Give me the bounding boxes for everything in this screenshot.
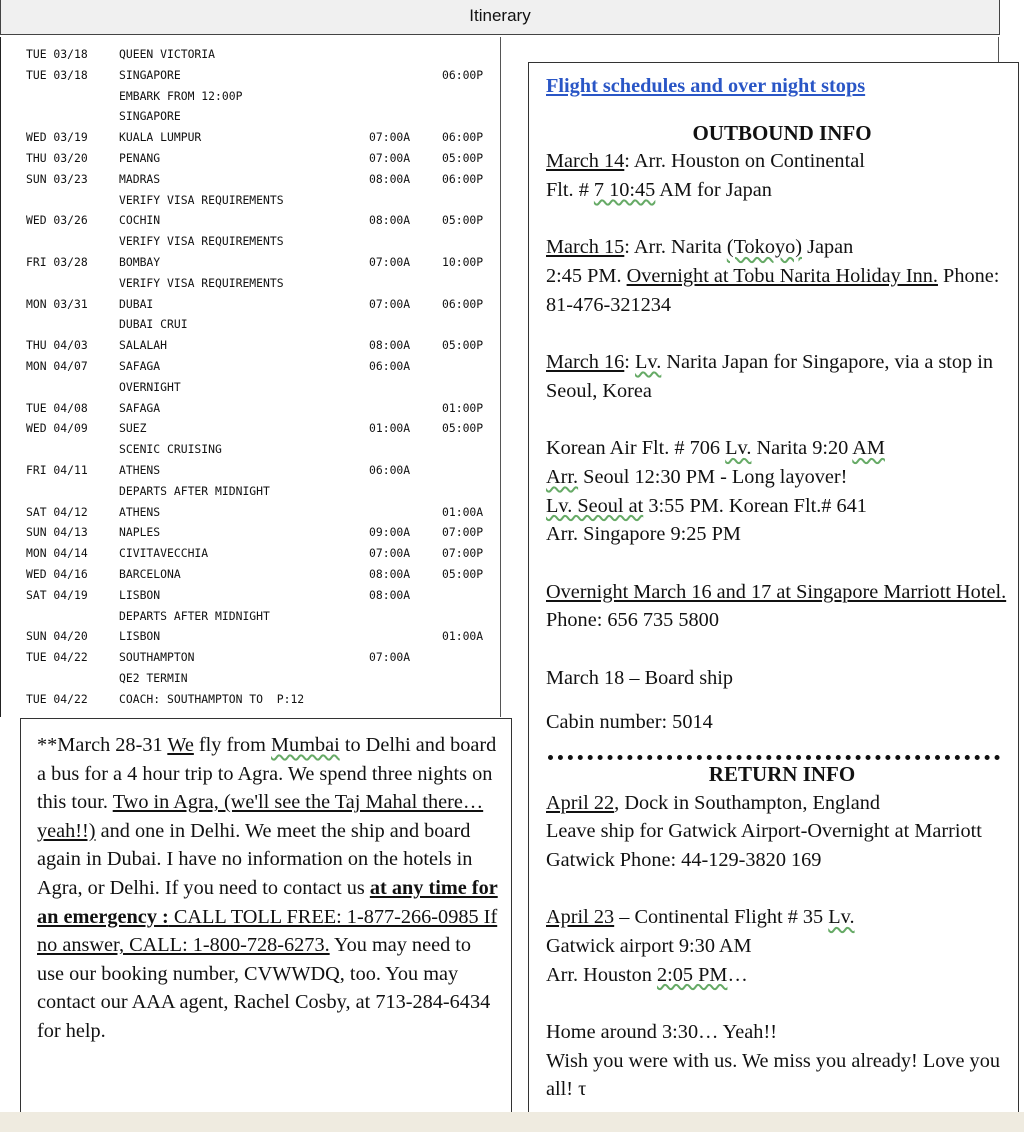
itinerary-port: BARCELONA	[119, 566, 181, 581]
emergency-text: at any time for an emergency :	[37, 876, 498, 928]
itinerary-row	[26, 127, 498, 148]
itinerary-date: MON 04/14	[26, 546, 88, 561]
itinerary-note: QE2 TERMIN	[119, 670, 188, 685]
date-text: March 15	[546, 236, 625, 259]
itinerary-port: SOUTHAMPTON	[119, 650, 195, 665]
bottom-band	[0, 1112, 1024, 1132]
left-border	[0, 37, 1, 717]
window-title: Itinerary	[469, 6, 531, 25]
itinerary-arrive: 08:00A	[369, 213, 411, 228]
hotel-text: Overnight March 16 and 17 at Singapore Marriott Hotel.	[546, 580, 1007, 603]
spacer	[546, 204, 1018, 233]
itinerary-note-row	[26, 314, 498, 335]
itinerary-port: MADRAS	[119, 171, 161, 186]
itinerary-note-row	[26, 439, 498, 460]
detail-text: Gatwick airport 9:30 AM	[546, 935, 752, 958]
itinerary-date: WED 04/16	[26, 566, 88, 581]
spacer	[546, 319, 1018, 348]
return-heading: RETURN INFO	[708, 762, 856, 787]
itinerary-port: ATHENS	[119, 462, 161, 477]
itinerary-row	[26, 65, 498, 86]
outbound-mar15	[546, 233, 1018, 319]
outbound-mar14	[546, 147, 1018, 204]
itinerary-row	[26, 689, 498, 710]
itinerary-note: DEPARTS AFTER MIDNIGHT	[119, 483, 270, 498]
itinerary-port: LISBON	[119, 629, 161, 644]
itinerary-depart: 10:00P	[442, 254, 484, 269]
itinerary-note-row	[26, 377, 498, 398]
spacer	[546, 405, 1018, 434]
itinerary-row	[26, 522, 498, 543]
itinerary-arrive: 07:00A	[369, 296, 411, 311]
detail-text: 2:05 PM	[656, 963, 728, 986]
itinerary-depart: 05:00P	[442, 213, 484, 228]
itinerary-row	[26, 564, 498, 585]
itinerary-port: COACH: SOUTHAMPTON TO P:12	[119, 691, 305, 706]
itinerary-port: BOMBAY	[119, 254, 161, 269]
detail-text: 3:55 PM. Korean Flt.# 641	[643, 494, 867, 517]
itinerary-port: DUBAI	[119, 296, 154, 311]
note-text: You may need to use our booking number, CVWWDQ, too. You may contact our AAA agent, Rachel Cosby, at 713-284-6434 for help.	[37, 934, 491, 1042]
note-text: and one in Delhi. We meet the ship and board again in Dubai. I have no information on the hotels in Agra, or Delhi. If you need to contact us	[37, 819, 473, 899]
itinerary-note: VERIFY VISA REQUIREMENTS	[119, 192, 284, 207]
detail-text: 7 10:45	[593, 178, 656, 201]
itinerary-port: ATHENS	[119, 504, 161, 519]
itinerary-port: PENANG	[119, 150, 161, 165]
itinerary-arrive: 08:00A	[369, 587, 411, 602]
itinerary-depart: 06:00P	[442, 130, 484, 145]
note-text: fly from	[193, 734, 272, 756]
itinerary-port: SINGAPORE	[119, 67, 181, 82]
spacer	[546, 693, 1018, 708]
itinerary-depart: 07:00P	[442, 546, 484, 561]
outbound-heading: OUTBOUND INFO	[692, 120, 872, 145]
itinerary-port: SAFAGA	[119, 400, 161, 415]
detail-text: : Arr. Narita	[624, 236, 727, 259]
itinerary-arrive: 08:00A	[369, 566, 411, 581]
itinerary-port: SALALAH	[119, 338, 168, 353]
itinerary-port: LISBON	[119, 587, 161, 602]
detail-text: : Arr. Houston on Continental	[624, 150, 865, 173]
itinerary-table	[26, 44, 498, 710]
detail-text: – Continental Flight # 35	[614, 906, 829, 929]
itinerary-port: SUEZ	[119, 421, 147, 436]
itinerary-note-row	[26, 668, 498, 689]
itinerary-depart: 05:00P	[442, 566, 484, 581]
itinerary-date: WED 03/19	[26, 130, 88, 145]
itinerary-date: SUN 04/20	[26, 629, 88, 644]
note-text: to Delhi and board a bus for a 4 hour trip to Agra. We spend three nights on this tour.	[37, 734, 497, 814]
itinerary-arrive: 07:00A	[369, 130, 411, 145]
itinerary-depart: 06:00P	[442, 296, 484, 311]
itinerary-divider	[500, 37, 501, 717]
itinerary-depart: 01:00A	[442, 504, 484, 519]
itinerary-row	[26, 585, 498, 606]
itinerary-note: EMBARK FROM 12:00P	[119, 88, 243, 103]
itinerary-row	[26, 252, 498, 273]
itinerary-depart: 05:00P	[442, 421, 484, 436]
detail-text: Seoul 12:30 PM - Long layover!	[578, 465, 848, 488]
itinerary-row	[26, 210, 498, 231]
detail-text: Phone: 81-476-321234	[546, 264, 1000, 316]
detail-text: Flt. #	[546, 178, 594, 201]
itinerary-note: VERIFY VISA REQUIREMENTS	[119, 275, 284, 290]
outbound-korean-air	[546, 434, 1018, 548]
date-text: April 23	[546, 906, 615, 929]
date-text: April 22	[546, 791, 615, 814]
itinerary-arrive: 08:00A	[369, 171, 411, 186]
cabin-number: Cabin number: 5014	[546, 710, 713, 733]
itinerary-arrive: 07:00A	[369, 150, 411, 165]
note-text: Mumbai	[271, 734, 340, 756]
itinerary-row	[26, 335, 498, 356]
itinerary-date: MON 04/07	[26, 358, 88, 373]
note-text: **March 28-31	[37, 734, 168, 756]
board-ship: March 18 – Board ship	[546, 666, 734, 689]
itinerary-note: DEPARTS AFTER MIDNIGHT	[119, 608, 270, 623]
itinerary-date: WED 04/09	[26, 421, 88, 436]
itinerary-depart: 01:00P	[442, 400, 484, 415]
detail-text: Leave ship for Gatwick Airport-Overnight at Marriott Gatwick Phone: 44-129-3820 169	[546, 820, 982, 871]
detail-text: Arr. Houston	[546, 963, 657, 986]
india-tour-note	[20, 718, 512, 1120]
detail-text: Japan	[802, 236, 854, 259]
itinerary-depart: 06:00P	[442, 171, 484, 186]
detail-text: Narita 9:20	[751, 437, 853, 460]
itinerary-note-row	[26, 190, 498, 211]
itinerary-row	[26, 44, 498, 65]
spacer	[546, 989, 1018, 1018]
itinerary-row	[26, 356, 498, 377]
date-text: March 16	[546, 351, 625, 374]
return-apr22	[546, 789, 1018, 875]
itinerary-arrive: 07:00A	[369, 546, 411, 561]
itinerary-date: SUN 03/23	[26, 171, 88, 186]
itinerary-row	[26, 647, 498, 668]
itinerary-note-row	[26, 273, 498, 294]
detail-text: Lv.	[725, 437, 752, 460]
itinerary-date: TUE 04/22	[26, 691, 88, 706]
itinerary-date: THU 03/20	[26, 150, 88, 165]
itinerary-arrive: 08:00A	[369, 338, 411, 353]
detail-text: Home around 3:30… Yeah!!	[546, 1021, 777, 1044]
itinerary-note: SINGAPORE	[119, 109, 181, 124]
itinerary-row	[26, 294, 498, 315]
itinerary-note: VERIFY VISA REQUIREMENTS	[119, 234, 284, 249]
spacer	[546, 635, 1018, 664]
spacer	[546, 874, 1018, 903]
itinerary-note: DUBAI CRUI	[119, 317, 188, 332]
itinerary-arrive: 06:00A	[369, 462, 411, 477]
flight-schedules-link[interactable]: Flight schedules and over night stops	[546, 75, 866, 97]
itinerary-arrive: 07:00A	[369, 650, 411, 665]
detail-text: , Dock in Southampton, England	[614, 791, 881, 814]
itinerary-arrive: 09:00A	[369, 525, 411, 540]
itinerary-depart: 01:00A	[442, 629, 484, 644]
itinerary-date: WED 03/26	[26, 213, 88, 228]
detail-text: :	[624, 351, 636, 374]
detail-text: Wish you were with us. We miss you already! Love you all! τ	[546, 1049, 1000, 1101]
itinerary-port: CIVITAVECCHIA	[119, 546, 209, 561]
itinerary-port: QUEEN VICTORIA	[119, 47, 216, 61]
itinerary-row	[26, 460, 498, 481]
itinerary-arrive: 07:00A	[369, 254, 411, 269]
itinerary-note-row	[26, 231, 498, 252]
itinerary-note-row	[26, 86, 498, 107]
detail-text: Lv.	[635, 351, 662, 374]
note-text: Two in Agra, (we'll see the Taj Mahal there…yeah!!)	[37, 791, 484, 842]
detail-text: Phone: 656 735 5800	[546, 609, 719, 632]
detail-text: …	[727, 963, 748, 986]
itinerary-note-row	[26, 606, 498, 627]
detail-text: (Tokoyo)	[726, 236, 802, 259]
itinerary-row	[26, 169, 498, 190]
itinerary-date: FRI 03/28	[26, 254, 88, 269]
detail-text: AM for Japan	[655, 178, 772, 201]
itinerary-date: SUN 04/13	[26, 525, 88, 540]
itinerary-date: TUE 04/22	[26, 650, 88, 665]
itinerary-arrive: 06:00A	[369, 358, 411, 373]
detail-text: Narita Japan for Singapore, via a stop in Seoul, Korea	[546, 351, 994, 402]
detail-text: AM	[852, 437, 885, 460]
itinerary-date: TUE 04/08	[26, 400, 88, 415]
itinerary-depart: 05:00P	[442, 150, 484, 165]
itinerary-row	[26, 543, 498, 564]
itinerary-note: SCENIC CRUISING	[119, 442, 222, 457]
itinerary-row	[26, 148, 498, 169]
window-title-bar	[0, 0, 1000, 35]
detail-text: Lv. Seoul at	[546, 494, 644, 517]
itinerary-note-row	[26, 481, 498, 502]
itinerary-depart: 05:00P	[442, 338, 484, 353]
flight-schedule-panel	[528, 62, 1019, 1124]
itinerary-date: SAT 04/19	[26, 587, 88, 602]
detail-text: 2:45 PM.	[546, 264, 627, 287]
itinerary-arrive: 01:00A	[369, 421, 411, 436]
itinerary-port: COCHIN	[119, 213, 161, 228]
outbound-mar16	[546, 348, 1018, 405]
note-text: We	[167, 734, 194, 756]
itinerary-depart: 06:00P	[442, 67, 484, 82]
itinerary-depart: 07:00P	[442, 525, 484, 540]
itinerary-date: TUE 03/18	[26, 47, 88, 61]
itinerary-date: FRI 04/11	[26, 462, 88, 477]
itinerary-date: MON 03/31	[26, 296, 88, 311]
outbound-singapore-hotel	[546, 578, 1018, 635]
hotel-text: Overnight at Tobu Narita Holiday Inn.	[626, 264, 938, 287]
spacer	[546, 549, 1018, 578]
itinerary-date: SAT 04/12	[26, 504, 88, 519]
itinerary-row	[26, 626, 498, 647]
itinerary-port: SAFAGA	[119, 358, 161, 373]
itinerary-note: OVERNIGHT	[119, 379, 181, 394]
itinerary-date: TUE 03/18	[26, 67, 88, 82]
detail-text: Arr.	[546, 465, 579, 488]
detail-text: Korean Air Flt. # 706	[546, 437, 726, 460]
itinerary-port: NAPLES	[119, 525, 161, 540]
itinerary-row	[26, 502, 498, 523]
return-apr23	[546, 903, 1018, 989]
detail-text: Arr. Singapore 9:25 PM	[546, 523, 741, 546]
itinerary-date: THU 04/03	[26, 338, 88, 353]
itinerary-port: KUALA LUMPUR	[119, 130, 202, 145]
itinerary-row	[26, 418, 498, 439]
detail-text: Lv.	[828, 906, 855, 929]
itinerary-row	[26, 398, 498, 419]
phone-numbers: CALL TOLL FREE: 1-877-266-0985 If no answer, CALL: 1-800-728-6273.	[37, 905, 498, 957]
itinerary-note-row	[26, 106, 498, 127]
date-text: March 14	[546, 150, 625, 173]
closing-note	[546, 1018, 1018, 1104]
